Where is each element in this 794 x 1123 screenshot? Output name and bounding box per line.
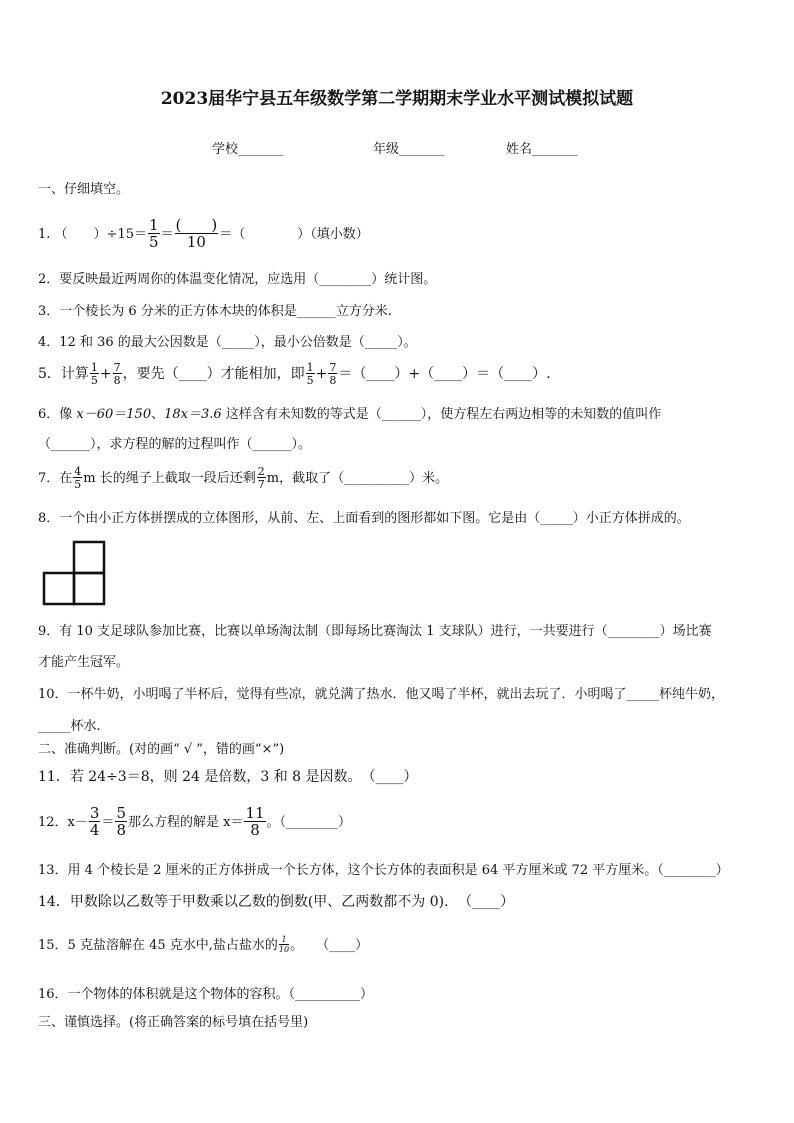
fraction: $\frac{2}{7}$ bbox=[257, 465, 265, 491]
question-6: 6．像 x－60＝150、18x＝3.6 这样含有未知数的等式是（______），使方程左右两边相等的未知数的值叫作 bbox=[38, 407, 662, 422]
question-8: 8．一个由小正方体拼摆成的立体图形，从前、左、上面看到的图形都如下图。它是由（_____）小正方体拼成的。 bbox=[38, 511, 690, 526]
question-6-line2: （______），求方程的解的过程叫作（______）。 bbox=[38, 437, 312, 452]
cube-view-figure bbox=[41, 540, 111, 610]
fraction: $\frac{5}{8}$ bbox=[116, 804, 126, 839]
question-3: 3．一个棱长为 6 分米的正方体木块的体积是______立方分米. bbox=[38, 304, 392, 319]
question-4: 4．12 和 36 的最大公因数是（_____），最小公倍数是（_____）。 bbox=[38, 335, 417, 350]
question-9: 9．有 10 支足球队参加比赛，比赛以单场淘汰制（即每场比赛淘汰 1 支球队）进行，一共要进行（________）场比赛 bbox=[38, 624, 712, 639]
question-15: 15．5 克盐溶解在 45 克水中,盐占盐水的 $\frac{1}{10}$ 。 （____） bbox=[38, 935, 369, 954]
name-field: 姓名_______ bbox=[506, 142, 578, 157]
question-2: 2．要反映最近两周你的体温变化情况，应选用（________）统计图。 bbox=[38, 272, 437, 287]
question-13: 13．用 4 个棱长是 2 厘米的正方体拼成一个长方体，这个长方体的表面积是 64 平方厘米或 72 平方厘米。（________） bbox=[38, 863, 729, 878]
grade-field: 年级_______ bbox=[373, 142, 445, 157]
fraction: $\frac{1}{5}$ bbox=[306, 361, 314, 387]
question-7: 7．在 $\frac{4}{5}$ m 长的绳子上截取一段后还剩 $\frac{2}{7}$ m，截取了（__________）米。 bbox=[38, 465, 449, 491]
section-3-heading: 三、谨慎选择。(将正确答案的标号填在括号里) bbox=[38, 1015, 309, 1030]
question-9-line2: 才能产生冠军。 bbox=[38, 655, 130, 670]
fraction: $\frac{7}{8}$ bbox=[113, 361, 121, 387]
question-11: 11．若 24÷3＝8，则 24 是倍数，3 和 8 是因数。 （____） bbox=[38, 769, 418, 785]
question-12: 12．x－ $\frac{3}{4}$ ＝ $\frac{5}{8}$ 那么方程的解是 x＝ $\frac{11}{8}$ 。（________） bbox=[38, 804, 352, 839]
fraction: $\frac{1}{5}$ bbox=[148, 216, 159, 251]
question-16: 16．一个物体的体积就是这个物体的容积。（__________） bbox=[38, 987, 374, 1002]
fraction: $\frac{1}{5}$ bbox=[90, 361, 98, 387]
section-2-heading: 二、准确判断。(对的画“ √ ”，错的画“×”) bbox=[38, 742, 285, 757]
fraction: ( ) 10 bbox=[175, 216, 218, 251]
fraction: $\frac{7}{8}$ bbox=[329, 361, 337, 387]
section-1-heading: 一、仔细填空。 bbox=[38, 182, 130, 197]
question-5: 5．计算 $\frac{1}{5}$ + $\frac{7}{8}$ ，要先（____）才能相加，即 $\frac{1}{5}$ + $\frac{7}{8}$ ＝（____）+（____）＝（____）. bbox=[38, 361, 551, 387]
question-10: 10．一杯牛奶，小明喝了半杯后，觉得有些凉，就兑满了热水．他又喝了半杯，就出去玩了．小明喝了_____杯纯牛奶， bbox=[38, 687, 725, 702]
fraction: $\frac{1}{10}$ bbox=[278, 935, 290, 954]
question-1: 1. （ ）÷15＝ $\frac{1}{5}$ ＝ ( ) 10 ＝（ ）（填小数） bbox=[38, 216, 369, 251]
school-field: 学校_______ bbox=[212, 142, 284, 157]
question-14: 14．甲数除以乙数等于甲数乘以乙数的倒数(甲、乙两数都不为 0)． （____） bbox=[38, 894, 515, 910]
fraction: $\frac{4}{5}$ bbox=[74, 465, 82, 491]
fraction: $\frac{11}{8}$ bbox=[245, 804, 265, 839]
question-10-line2: _____杯水. bbox=[38, 719, 101, 734]
page-title: 2023届华宁县五年级数学第二学期期末学业水平测试模拟试题 bbox=[160, 89, 634, 109]
fraction: $\frac{3}{4}$ bbox=[89, 804, 100, 839]
